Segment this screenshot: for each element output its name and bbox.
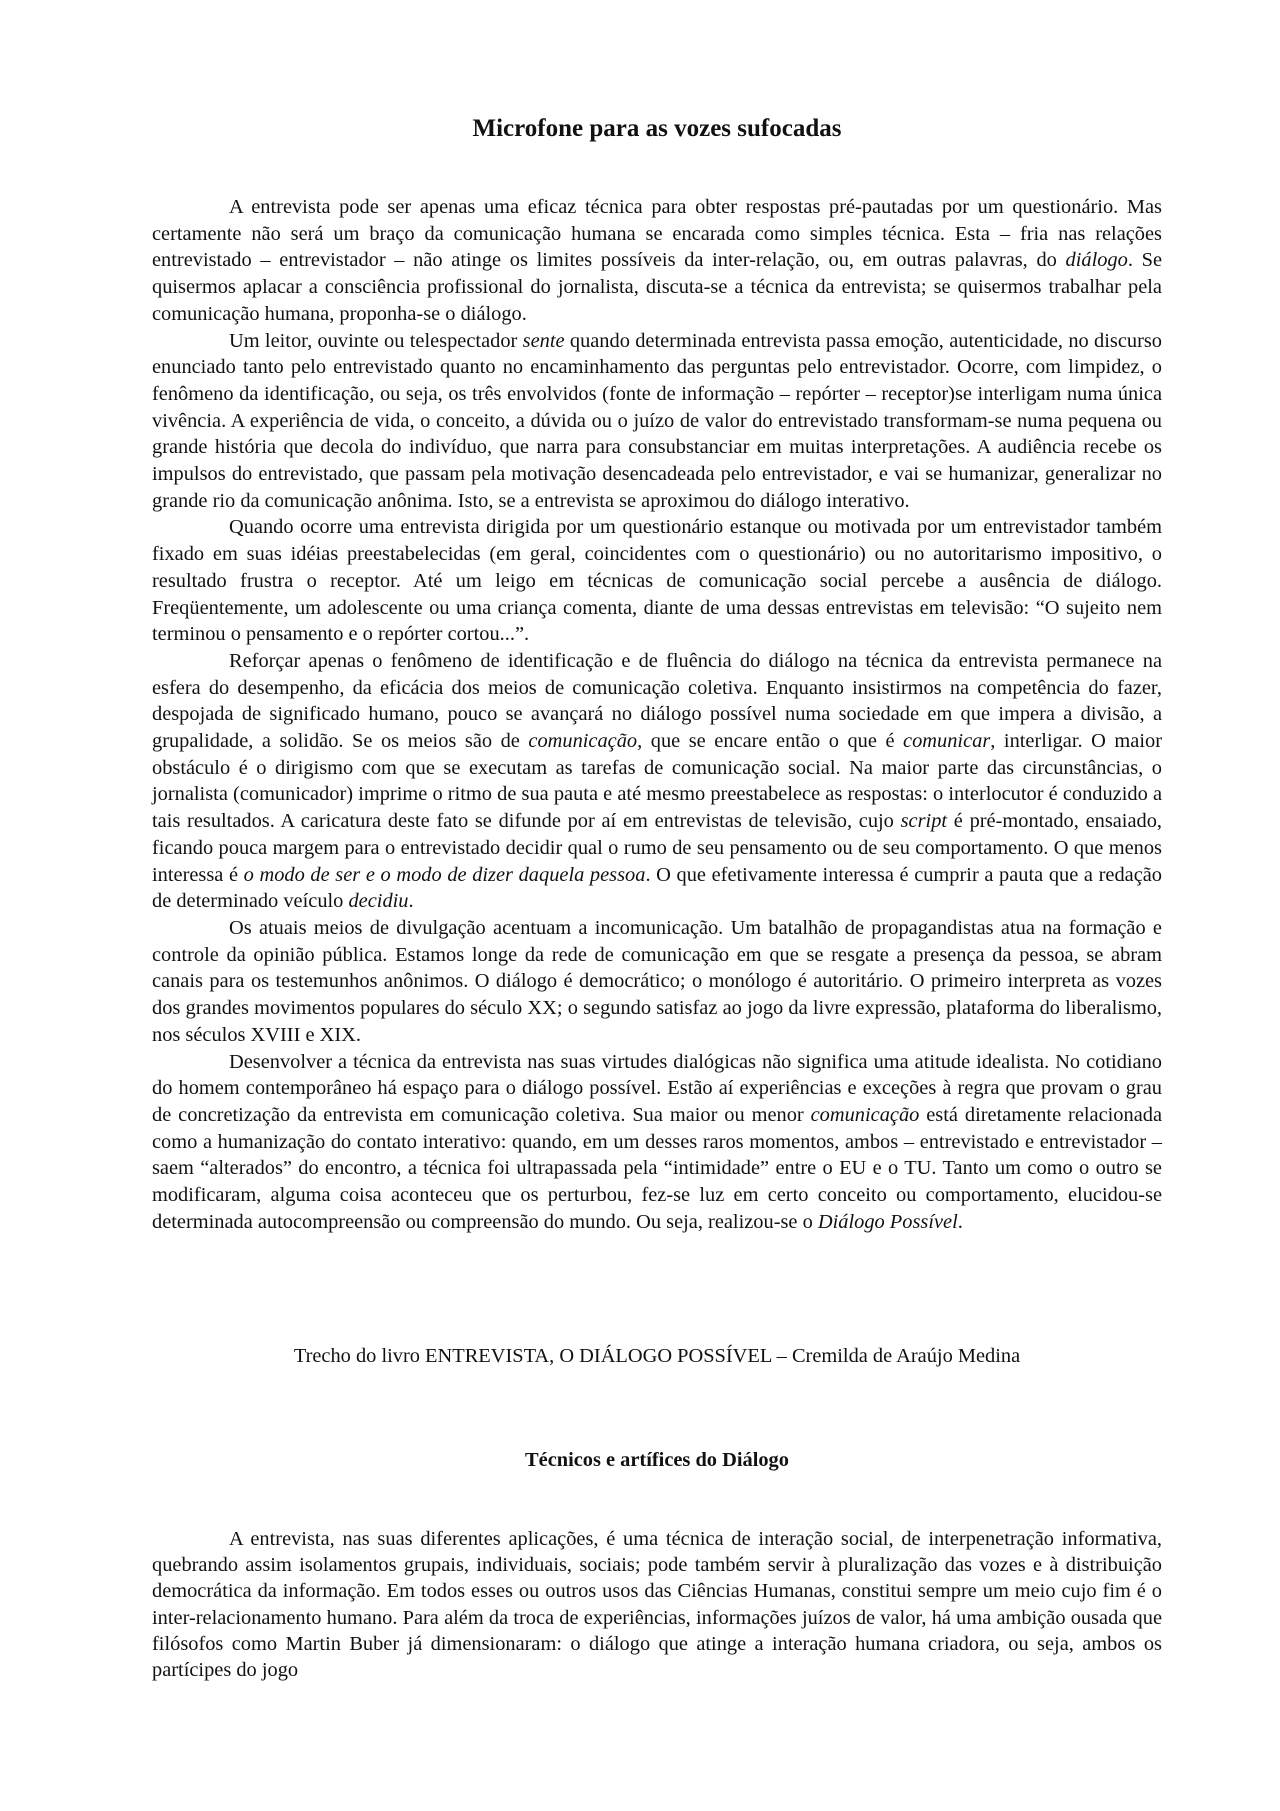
text-segment: é pré-montado, ensaiado, ficando pouca margem para o entrevistado decidir qual o rumo de seu pensamento ou de seu comportamento. O que menos interessa é (152, 810, 1163, 886)
italic-segment: decidiu (348, 890, 409, 913)
italic-segment: script (900, 810, 948, 833)
paragraph-2 (152, 328, 1162, 515)
italic-segment: Diálogo Possível (817, 1210, 958, 1233)
text-segment: Um leitor, ouvinte ou telespectador (229, 329, 523, 352)
text-segment: , interligar. O maior obstáculo é o dirigismo com que se executam as tarefas de comunicação social. Na maior parte das circunstâncias, o jornalista (comunicador) imprime o ritmo de sua pauta e até mesmo preestabelece as respostas: o interlocutor é conduzido a tais resultados. A caricatura deste fato se difunde por aí em entrevistas de televisão, cujo (152, 730, 1162, 833)
paragraph-1 (152, 194, 1162, 328)
section-body (152, 1526, 1162, 1683)
italic-segment: o modo de ser e o modo de dizer daquela pessoa (243, 863, 646, 886)
text-segment: está diretamente relacionada como a humanização do contato interativo: quando, em um desses raros momentos, ambos – entrevistado e entrevistador – saem “alterados” do encontro, a técnica foi ultrapassada pela “intimidade” entre o EU e o TU. Tanto um como o outro se modificaram, alguma coisa aconteceu que os perturbou, fez-se luz em certo conceito ou comportamento, elucidou-se determinada autocompreensão ou compreensão do mundo. Ou seja, realizou-se o (152, 1103, 1162, 1233)
paragraph-4 (152, 648, 1162, 915)
paragraph-6 (152, 1049, 1162, 1236)
italic-segment: comunicação (528, 730, 638, 753)
text-segment: . Se quisermos aplacar a consciência profissional do jornalista, discuta-se a técnica da entrevista; se quisermos trabalhar pela comunicação humana, proponha-se o diálogo. (152, 249, 1162, 325)
paragraph-3 (152, 514, 1162, 648)
italic-segment: comunicar (903, 730, 991, 753)
text-segment: . O que efetivamente interessa é cumprir a pauta que a redação de determinado veículo (152, 863, 1162, 913)
text-segment: Quando ocorre uma entrevista dirigida por um questionário estanque ou motivada por um entrevistador também fixado em suas idéias preestabelecidas (em geral, coincidentes com o questionário) ou no autoritarismo impositivo, o resultado frustra o receptor. Até um leigo em técnicas de comunicação social percebe a ausência de diálogo. Freqüentemente, um adolescente ou uma criança comenta, diante de uma dessas entrevistas em televisão: “O sujeito nem terminou o pensamento e o repórter cortou...”. (152, 516, 1162, 646)
article-body (152, 194, 1162, 1235)
text-segment: A entrevista pode ser apenas uma eficaz técnica para obter respostas pré-pautadas por um questionário. Mas certamente não será um braço da comunicação humana se encarada como simples técnica. Esta – fria nas relações entrevistado – entrevistador – não atinge os limites possíveis da inter-relação, ou, em outras palavras, do (152, 196, 1162, 272)
section-title: Técnicos e artífices do Diálogo (525, 1449, 789, 1471)
text-segment: Os atuais meios de divulgação acentuam a incomunicação. Um batalhão de propagandistas atua na formação e controle da opinião pública. Estamos longe da rede de comunicação em que se resgate a presença da pessoa, se abram canais para os testemunhos anônimos. O diálogo é democrático; o monólogo é autoritário. O primeiro interpreta as vozes dos grandes movimentos populares do século XX; o segundo satisfaz ao jogo da livre expressão, plataforma do liberalismo, nos séculos XVIII e XIX. (152, 916, 1162, 1046)
page-title: Microfone para as vozes sufocadas (472, 115, 842, 142)
text-segment: . (408, 890, 414, 913)
italic-segment: diálogo (1065, 249, 1128, 272)
text-segment: . (957, 1210, 963, 1233)
text-segment: Reforçar apenas o fenômeno de identificação e de fluência do diálogo na técnica da entrevista permanece na esfera do desempenho, da eficácia dos meios de comunicação coletiva. Enquanto insistirmos na competência do fazer, despojada de significado humano, pouco se avançará no diálogo possível numa sociedade em que impera a divisão, a grupalidade, a solidão. Se os meios são de (152, 649, 1162, 753)
italic-segment: comunicação (810, 1103, 920, 1126)
text-segment: , que se encare então o que é (637, 730, 904, 753)
text-segment: quando determinada entrevista passa emoção, autenticidade, no discurso enunciado tanto pelo entrevistado quanto no encaminhamento das perguntas pelo entrevistador. Ocorre, com limpidez, o fenômeno da identificação, ou seja, os três envolvidos (fonte de informação – repórter – receptor)se interligam numa única vivência. A experiência de vida, o conceito, a dúvida ou o juízo de valor do entrevistado transformam-se numa pequena ou grande história que decola do indivíduo, que narra para consubstanciar em muitas interpretações. A audiência recebe os impulsos do entrevistado, que passam pela motivação desencadeada pelo entrevistador, e vai se humanizar, generalizar no grande rio da comunicação anônima. Isto, se a entrevista se aproximou do diálogo interativo. (152, 329, 1163, 512)
text-segment: Desenvolver a técnica da entrevista nas suas virtudes dialógicas não significa uma atitude idealista. No cotidiano do homem contemporâneo há espaço para o diálogo possível. Estão aí experiências e exceções à regra que provam o grau de concretização da entrevista em comunicação coletiva. Sua maior ou menor (152, 1050, 1162, 1126)
source-credit: Trecho do livro ENTREVISTA, O DIÁLOGO POSSÍVEL – Cremilda de Araújo Medina (293, 1345, 1021, 1367)
paragraph-7: A entrevista, nas suas diferentes aplicações, é uma técnica de interação social, de interpenetração informativa, quebrando assim isolamentos grupais, individuais, sociais; pode também servir à pluralização das vozes e à distribuição democrática da informação. Em todos esses ou outros usos das Ciências Humanas, constitui sempre um meio cujo fim é o inter-relacionamento humano. Para além da troca de experiências, informações juízos de valor, há uma ambição ousada que filósofos como Martin Buber já dimensionaram: o diálogo que atinge a interação humana criadora, ou seja, ambos os partícipes do jogo (152, 1528, 1162, 1682)
paragraph-5 (152, 915, 1162, 1049)
italic-segment: sente (522, 329, 565, 352)
